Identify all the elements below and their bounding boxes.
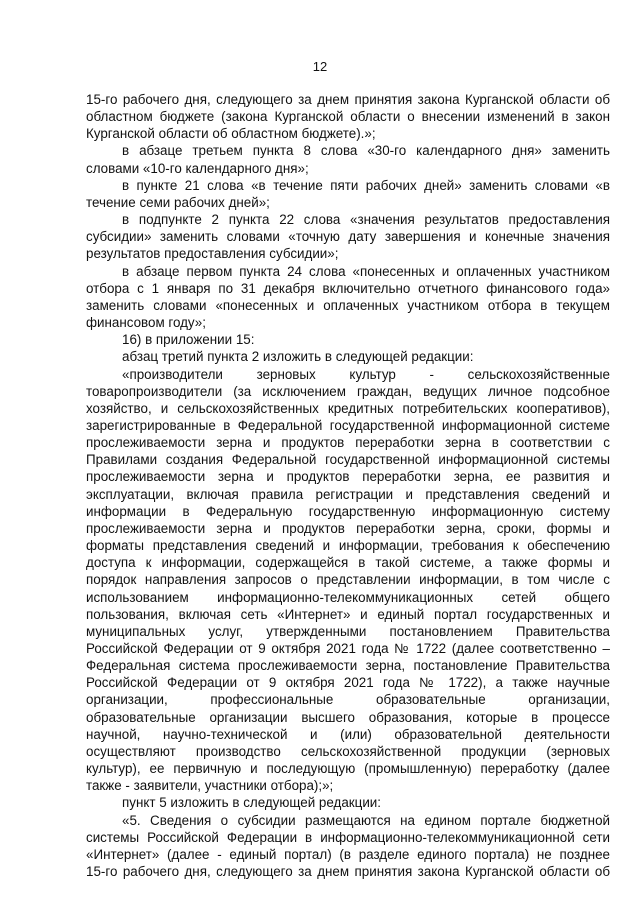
text-line: отбора с 1 января по 31 декабря включительно отчетного финансового года» [86,280,610,296]
text-line: областном бюджете (закона Курганской области о внесении изменений в закон [86,109,610,125]
text-line: форматы представления сведений и информации, требования к обеспечению [86,538,610,554]
text-line: абзац третий пункта 2 изложить в следующей редакции: [122,349,474,365]
text-line: использованием информационно-телекоммуникационных сетей общего [86,589,610,605]
text-line: результатов предоставления субсидии»; [86,246,339,262]
page-number: 12 [312,59,328,74]
text-line: в абзаце третьем пункта 8 слова «30-го календарного дня» заменить [122,143,610,159]
text-line: муниципальных услуг, утвержденными постановлением Правительства [86,623,610,639]
text-line: доступа к информации, содержащейся в такой системе, а также формы и [86,555,610,571]
text-line: в пункте 21 слова «в течение пяти рабочих дней» заменить словами «в [122,177,610,193]
text-line: субсидии» заменить словами «точную дату завершения и конечные значения [86,229,610,245]
text-line: Российской Федерации от 9 октября 2021 года № 1722), а также научные [86,675,610,691]
text-line: финансовом году»; [86,315,206,331]
text-line: 15-го рабочего дня, следующего за днем принятия закона Курганской области об [86,864,610,880]
text-line: Федеральная система прослеживаемости зерна, постановление Правительства [86,658,610,674]
text-line: в подпункте 2 пункта 22 слова «значения результатов предоставления [122,212,610,228]
text-line: прослеживаемости зерна и продуктов переработки зерна, сроки, формы и [86,520,610,536]
text-line: в абзаце первом пункта 24 слова «понесенных и оплаченных участником [122,263,610,279]
text-line: прослеживаемости зерна и продуктов переработки зерна в соответствии с [86,435,610,451]
text-line: течение семи рабочих дней»; [86,194,270,210]
text-line: товаропроизводители (за исключением граждан, ведущих личное подсобное [86,383,610,399]
text-line: заменить словами «понесенных и оплаченных участником отбора в текущем [86,297,610,313]
text-line: «Интернет» (далее - единый портал) (в разделе единого портала) не позднее [86,846,610,862]
text-line: научной, научно-технической и (или) образовательной деятельности [86,726,610,742]
text-line: пункт 5 изложить в следующей редакции: [122,795,381,811]
text-line: Курганской области об областном бюджете).»; [86,126,376,142]
text-line: хозяйство, и сельскохозяйственных кредитных потребительских кооперативов), [86,400,610,416]
text-line: прослеживаемости зерна и продуктов переработки зерна, ее развития и [86,469,610,485]
text-line: Правилами создания Федеральной государственной информационной системы [86,452,610,468]
text-line: информации в Федеральную государственную информационную систему [86,503,610,519]
text-line: «5. Сведения о субсидии размещаются на едином портале бюджетной [122,812,610,828]
text-line: культур), ее первичную и последующую (промышленную) переработку (далее [86,761,610,777]
text-line: эксплуатации, включая правила регистрации и представления сведений и [86,486,610,502]
text-line: порядок направления запросов о представлении информации, в том числе с [86,572,610,588]
text-line: зарегистрированные в Федеральной государственной информационной системе [86,417,610,433]
text-line: «производители зерновых культур - сельскохозяйственные [122,366,610,382]
text-line: образовательные организации высшего образования, которые в процессе [86,709,610,725]
document-body [86,91,610,880]
text-line: 16) в приложении 15: [122,332,255,348]
text-line: Российской Федерации от 9 октября 2021 года № 1722 (далее соответственно – [86,641,610,656]
text-line: системы Российской Федерации в информационно-телекоммуникационной сети [86,829,610,845]
text-line: также - заявители, участники отбора);»; [86,778,334,794]
text-line: организации, профессиональные образовательные организации, [86,692,610,708]
text-line: словами «10-го календарного дня»; [86,160,309,176]
text-line: осуществляют производство сельскохозяйственной продукции (зерновых [86,743,610,759]
text-line: 15-го рабочего дня, следующего за днем принятия закона Курганской области об [86,92,610,107]
text-line: пользования, включая сеть «Интернет» и единый портал государственных и [86,606,610,622]
